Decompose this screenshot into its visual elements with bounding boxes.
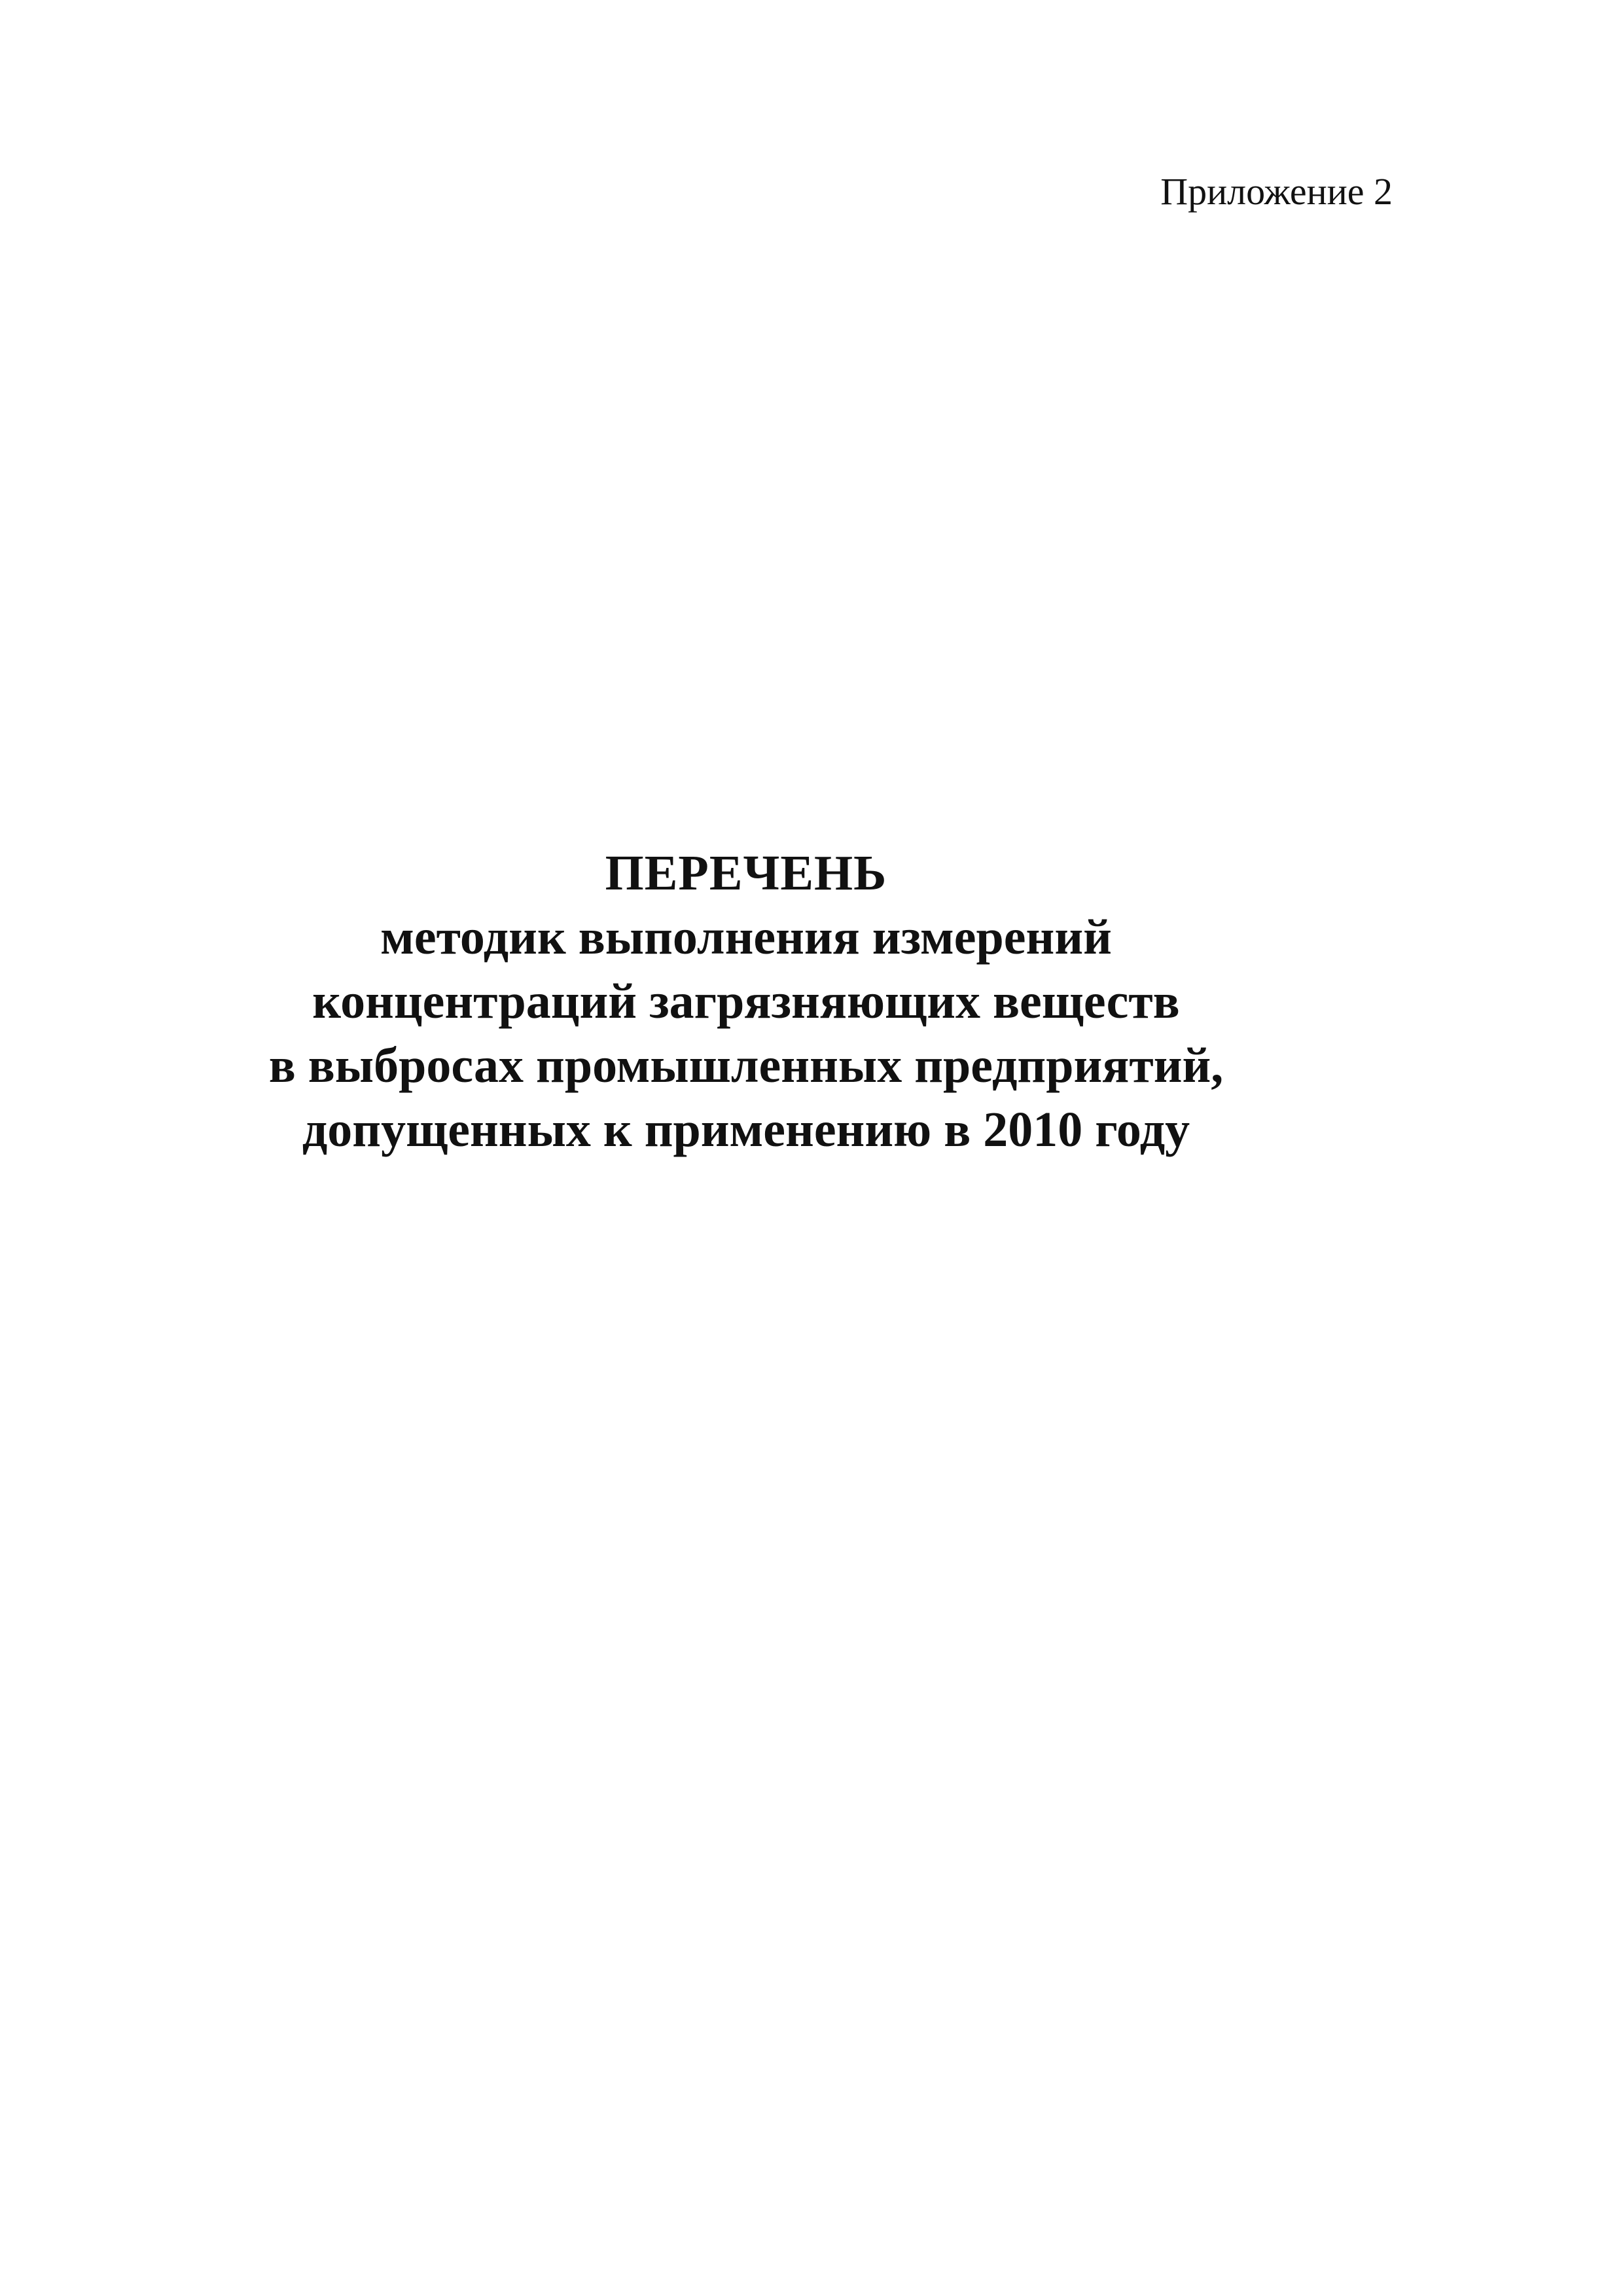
subtitle-line-2: концентраций загрязняющих веществ (312, 974, 1180, 1029)
subtitle-line-1: методик выполнения измерений (380, 910, 1112, 965)
subtitle-line-4: допущенных к применению в 2010 году (302, 1102, 1190, 1157)
appendix-label: Приложение 2 (1160, 170, 1393, 213)
title-block (0, 841, 1492, 1162)
document-title: ПЕРЕЧЕНЬ (605, 846, 887, 901)
subtitle-line-3: в выбросах промышленных предприятий, (268, 1038, 1224, 1093)
